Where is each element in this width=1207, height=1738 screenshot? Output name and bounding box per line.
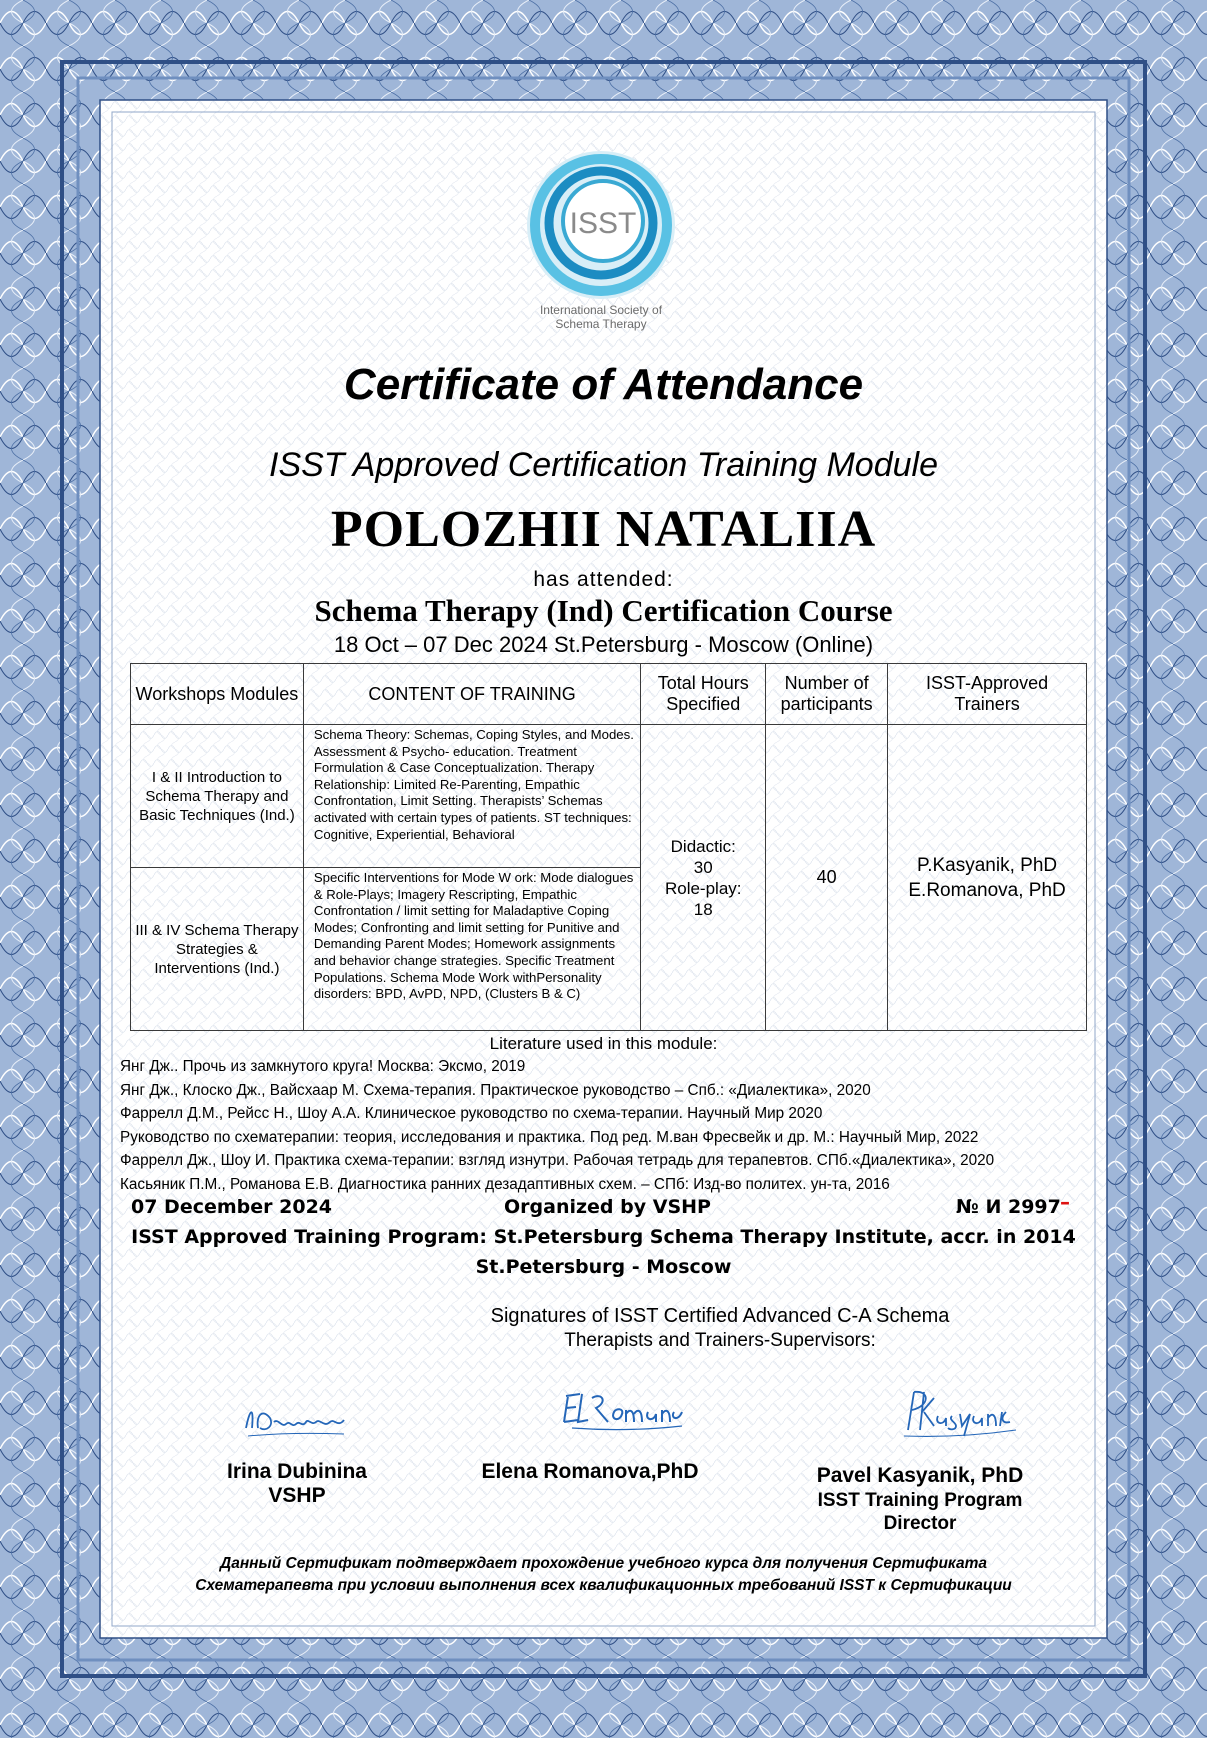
signatures-heading-line2: Therapists and Trainers-Supervisors: [564, 1330, 876, 1351]
roleplay-value: 18 [693, 899, 713, 919]
certificate-title: Certificate of Attendance [343, 360, 864, 409]
roleplay-label: Role-play: [664, 878, 742, 898]
organizer: Organized by VSHP [504, 1196, 711, 1218]
signature-kasyanik [904, 1392, 1016, 1437]
attended-label: has attended: [533, 568, 674, 591]
program-city: St.Petersburg - Moscow [475, 1256, 732, 1278]
signer-name-romanova: Elena Romanova,PhD [481, 1460, 699, 1483]
didactic-value: 30 [693, 857, 713, 877]
literature-list [120, 1055, 1105, 1197]
literature-item: Фаррелл Д.М., Рейсс Н., Шоу А.А. Клиническое руководство по схема-терапии. Научный Мир 2020 [120, 1105, 823, 1123]
literature-item: Касьяник П.М., Романова Е.В. Диагностика ранних дезадаптивных схем. – СПб: Изд-во политех. ун-та, 2016 [120, 1175, 890, 1193]
logo-caption-line2: Schema Therapy [555, 317, 647, 331]
trainers-cell [888, 725, 1087, 1031]
disclaimer-line1: Данный Сертификат подтверждает прохождение учебного курса для получения Сертификата [220, 1555, 987, 1572]
signer-role-kasyanik-line1: ISST Training Program [817, 1490, 1023, 1511]
module-cell: III & IV Schema Therapy Strategies & Interventions (Ind.) [131, 868, 304, 1031]
trainer-2: E.Romanova, PhD [908, 879, 1066, 901]
course-name: Schema Therapy (Ind) Certification Course [314, 593, 893, 628]
literature-item: Фаррелл Дж., Шоу И. Практика схема-терапии: взгляд изнутри. Рабочая тетрадь для терапевтов. СПб.«Диалектика», 2020 [120, 1152, 995, 1170]
signature-romanova [564, 1394, 682, 1430]
literature-title: Literature used in this module: [489, 1034, 718, 1053]
logo-mark-text: ISST [569, 207, 637, 240]
signature-dubinina [240, 1398, 350, 1443]
module-cell: I & II Introduction to Schema Therapy and Basic Techniques (Ind.) [131, 725, 304, 868]
table-header-row [131, 664, 1087, 725]
literature-item: Руководство по схематерапии: теория, исследования и практика. Под ред. М.ван Фресвейк и др. М.: Научный Мир, 2022 [120, 1128, 979, 1146]
training-program: ISST Approved Training Program: St.Petersburg Schema Therapy Institute, accr. in 2014 [131, 1226, 1076, 1248]
course-dates-location: 18 Oct – 07 Dec 2024 St.Petersburg - Moscow (Online) [333, 632, 874, 657]
hours-cell [641, 725, 766, 1031]
recipient-name: POLOZHII NATALIIA [330, 501, 877, 558]
header-content: CONTENT OF TRAINING [303, 664, 640, 725]
header-participants: Number of participants [766, 664, 888, 725]
certificate-subtitle: ISST Approved Certification Training Module [269, 446, 938, 484]
trainer-1: P.Kasyanik, PhD [917, 854, 1058, 876]
signatures-heading-line1: Signatures of ISST Certified Advanced C-A Schema [490, 1305, 950, 1327]
header-trainers: ISST-Approved Trainers [888, 664, 1087, 725]
training-table [130, 663, 1087, 1031]
isst-logo [521, 145, 681, 345]
signer-name-kasyanik: Pavel Kasyanik, PhD [816, 1464, 1024, 1487]
table-row [131, 725, 1087, 868]
participants-cell: 40 [766, 725, 888, 1031]
signer-role-kasyanik-line2: Director [883, 1513, 957, 1534]
issue-date: 07 December 2024 [131, 1196, 333, 1218]
signer-role-dubinina: VSHP [268, 1484, 326, 1507]
literature-item: Янг Дж.. Прочь из замкнутого круга! Москва: Эксмо, 2019 [120, 1058, 526, 1075]
content-cell: Schema Theory: Schemas, Coping Styles, and Modes. Assessment & Psycho- education. Treatment Formulation & Case Conceptualization. Therapy Relationship: Limited Re-Parenting, Empathic Confrontation, Limit Setting. Therapists’ Schemas activated with certain types of patients. ST techniques: Cognitive, Experiential, Behavioral [303, 725, 640, 868]
content-cell: Specific Interventions for Mode W ork: Mode dialogues & Role-Plays; Imagery Rescripting, Empathic Confrontation / limit setting for Maladaptive Coping Modes; Confronting and limit setting for Punitive and Demanding Parent Modes; Homework assignments and behavior change strategies. Specific Treatment Populations. Schema Mode Work withPersonality disorders: BPD, AvPD, NPD, (Clusters B & C) [303, 868, 640, 1031]
certificate-number: № И 2997 [956, 1196, 1061, 1218]
header-modules: Workshops Modules [131, 664, 304, 725]
didactic-label: Didactic: [670, 836, 736, 856]
literature-item: Янг Дж., Клоско Дж., Вайсхаар М. Схема-терапия. Практическое руководство – Спб.: «Диалектика», 2020 [120, 1081, 871, 1099]
certificate-number-mark: – [1060, 1190, 1070, 1214]
disclaimer-line2: Схематерапевта при условии выполнения всех квалификационных требований ISST к Сертификации [195, 1577, 1012, 1594]
header-hours: Total Hours Specified [641, 664, 766, 725]
logo-caption-line1: International Society of [539, 303, 663, 317]
signer-name-dubinina: Irina Dubinina [226, 1460, 367, 1483]
